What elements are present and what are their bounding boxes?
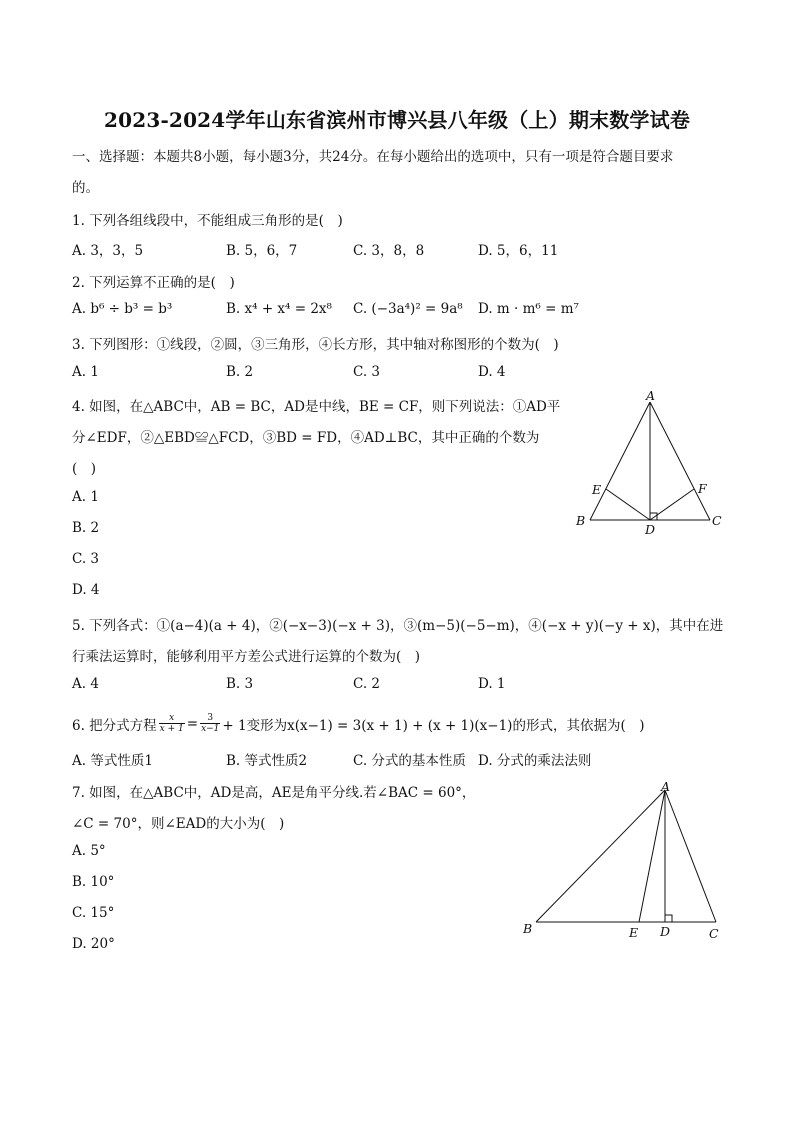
triangle-figure-1 xyxy=(570,388,730,543)
segment-ab xyxy=(536,790,665,922)
q1-option-d: D. 5，6，11 xyxy=(478,243,559,259)
page-title: 2023-2024学年山东省滨州市博兴县八年级（上）期末数学试卷 xyxy=(103,108,691,132)
q4-stem-line-3: ( ) xyxy=(72,461,97,477)
section-heading-line-2: 的。 xyxy=(72,180,99,196)
q2-option-b: B. x⁴ + x⁴ = 2x⁸ xyxy=(226,301,332,317)
q1-stem: 1. 下列各组线段中，不能组成三角形的是( ) xyxy=(72,213,343,229)
q5-option-a: A. 4 xyxy=(72,676,99,692)
q6-stem-suffix: + 1变形为x(x−1) = 3(x + 1) + (x + 1)(x−1)的形式，其依据为( ) xyxy=(222,717,645,734)
triangle-figure-2 xyxy=(520,778,730,948)
q6-option-b: B. 等式性质2 xyxy=(226,753,308,769)
label-e: E xyxy=(629,925,639,940)
label-c: C xyxy=(712,513,722,528)
q7-option-d: D. 20° xyxy=(72,936,115,952)
q6-fraction-1-num: x xyxy=(169,713,175,723)
q5-option-d: D. 1 xyxy=(478,676,506,692)
q5-option-c: C. 2 xyxy=(353,676,381,692)
segment-ab xyxy=(590,402,650,520)
label-d: D xyxy=(645,522,656,537)
q2-option-c: C. (−3a⁴)² = 9a⁸ xyxy=(353,301,463,317)
q1-option-b: B. 5，6，7 xyxy=(226,243,298,259)
label-b: B xyxy=(523,921,533,936)
q2-option-a: A. b⁶ ÷ b³ = b³ xyxy=(72,301,173,317)
label-c: C xyxy=(709,926,719,941)
q7-option-b: B. 10° xyxy=(72,874,115,890)
q6-stem xyxy=(72,713,644,734)
q6-fraction-2 xyxy=(200,713,220,734)
q6-fraction-1-den: x + 1 xyxy=(159,724,184,734)
q4-option-b: B. 2 xyxy=(72,520,100,536)
q6-option-a: A. 等式性质1 xyxy=(72,753,153,769)
q3-option-b: B. 2 xyxy=(226,364,254,380)
segment-ed xyxy=(606,489,650,520)
q5-stem-line-2: 行乘法运算时，能够利用平方差公式进行运算的个数为( ) xyxy=(72,649,421,665)
label-a: A xyxy=(646,388,656,403)
q7-option-c: C. 15° xyxy=(72,905,115,921)
q4-option-c: C. 3 xyxy=(72,551,100,567)
label-d: D xyxy=(660,924,671,939)
label-e: E xyxy=(592,482,602,497)
q7-stem-line-1: 7. 如图，在△ABC中，AD是高，AE是角平分线.若∠BAC = 60°， xyxy=(72,785,476,801)
right-angle-mark xyxy=(665,915,672,922)
q4-option-d: D. 4 xyxy=(72,582,100,598)
q4-stem-line-2: 分∠EDF，②△EBD≌△FCD，③BD = FD，④AD⊥BC，其中正确的个数为 xyxy=(72,430,540,446)
q6-stem-prefix: 6. 把分式方程 xyxy=(72,717,157,734)
q6-fraction-2-num: 3 xyxy=(207,713,214,723)
q3-option-a: A. 1 xyxy=(72,364,99,380)
q6-fraction-equals: = xyxy=(186,715,199,732)
q3-option-d: D. 4 xyxy=(478,364,506,380)
q6-option-d: D. 分式的乘法法则 xyxy=(478,753,592,769)
q4-stem-line-1: 4. 如图，在△ABC中，AB = BC，AD是中线，BE = CF，则下列说法：①AD平 xyxy=(72,399,561,415)
q7-stem-line-2: ∠C = 70°，则∠EAD的大小为( ) xyxy=(72,816,285,832)
label-f: F xyxy=(698,481,707,496)
q1-option-a: A. 3，3，5 xyxy=(72,243,144,259)
segment-ac xyxy=(665,790,716,922)
q3-option-c: C. 3 xyxy=(353,364,381,380)
section-heading-line-1: 一、选择题：本题共8小题，每小题3分，共24分。在每小题给出的选项中，只有一项是符合题目要求 xyxy=(72,149,674,165)
q6-fraction-2-den: x−1 xyxy=(201,724,220,734)
q6-fraction-1 xyxy=(159,713,185,734)
q2-option-d: D. m · m⁶ = m⁷ xyxy=(478,301,579,317)
q4-option-a: A. 1 xyxy=(72,489,99,505)
q2-stem: 2. 下列运算不正确的是( ) xyxy=(72,275,235,291)
q1-option-c: C. 3，8，8 xyxy=(353,243,425,259)
q6-option-c: C. 分式的基本性质 xyxy=(353,753,466,769)
segment-ac xyxy=(650,402,710,520)
q7-option-a: A. 5° xyxy=(72,843,106,859)
q3-stem: 3. 下列图形：①线段，②圆，③三角形，④长方形，其中轴对称图形的个数为( ) xyxy=(72,337,559,353)
label-b: B xyxy=(576,513,586,528)
label-a: A xyxy=(661,779,671,794)
q5-stem-line-1: 5. 下列各式：①(a−4)(a + 4)，②(−x−3)(−x + 3)，③(m−5)(−5−m)，④(−x + y)(−y + x)，其中在进 xyxy=(72,618,724,634)
segment-ae xyxy=(639,790,665,922)
q5-option-b: B. 3 xyxy=(226,676,254,692)
